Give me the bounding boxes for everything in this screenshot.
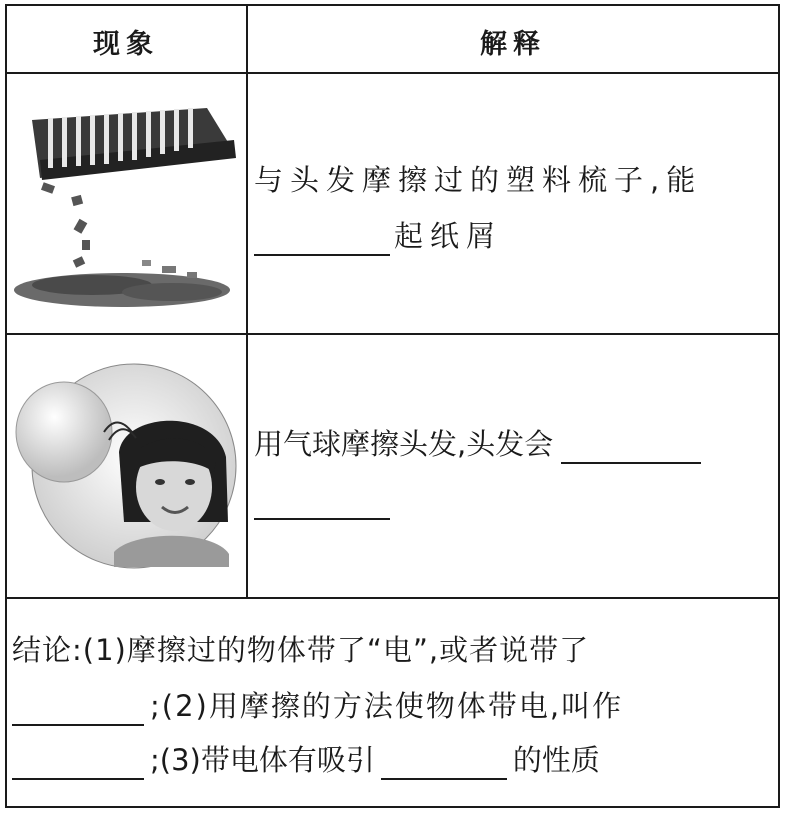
answer-blank-4[interactable]	[12, 744, 144, 780]
conclusion-divider	[5, 597, 780, 599]
paper-scraps-icon	[14, 182, 230, 307]
comb-with-paper-scraps-image	[12, 100, 240, 315]
answer-blank-3[interactable]	[12, 690, 144, 726]
header-phenomenon: 现象	[93, 29, 159, 60]
explanation-balloon-line2	[254, 480, 390, 520]
header-divider	[5, 72, 780, 74]
answer-blank-2a[interactable]	[561, 428, 701, 464]
explanation-comb-line1: 与头发摩擦过的塑料梳子,能	[254, 163, 703, 197]
table-border-right	[778, 4, 780, 808]
conclusion-line3-text-b: 的性质	[512, 743, 600, 777]
table-border-top	[5, 4, 780, 6]
conclusion-line2-text: ;(2)用摩擦的方法使物体带电,叫作	[150, 689, 624, 723]
explanation-balloon-line1	[254, 424, 701, 464]
header-explanation: 解释	[480, 29, 546, 60]
conclusion-line1: 结论:(1)摩擦过的物体带了“电”,或者说带了	[12, 633, 590, 667]
column-divider	[246, 4, 248, 599]
answer-blank-5[interactable]	[381, 744, 507, 780]
answer-blank-2b[interactable]	[254, 484, 390, 520]
answer-blank-1[interactable]	[254, 220, 390, 256]
girl-with-balloon-image	[14, 362, 242, 574]
explanation-balloon-text: 用气球摩擦头发,头发会	[254, 427, 554, 461]
row-divider	[5, 333, 780, 335]
comb-icon	[32, 108, 236, 180]
conclusion-line3-text-a: ;(3)带电体有吸引	[150, 743, 375, 777]
explanation-comb-line2	[254, 216, 502, 256]
table-border-bottom	[5, 806, 780, 808]
conclusion-line3	[12, 740, 600, 780]
explanation-comb-tail: 起纸屑	[394, 219, 503, 253]
table-border-left	[5, 4, 7, 808]
conclusion-line2	[12, 686, 623, 726]
balloon-icon	[16, 382, 112, 482]
